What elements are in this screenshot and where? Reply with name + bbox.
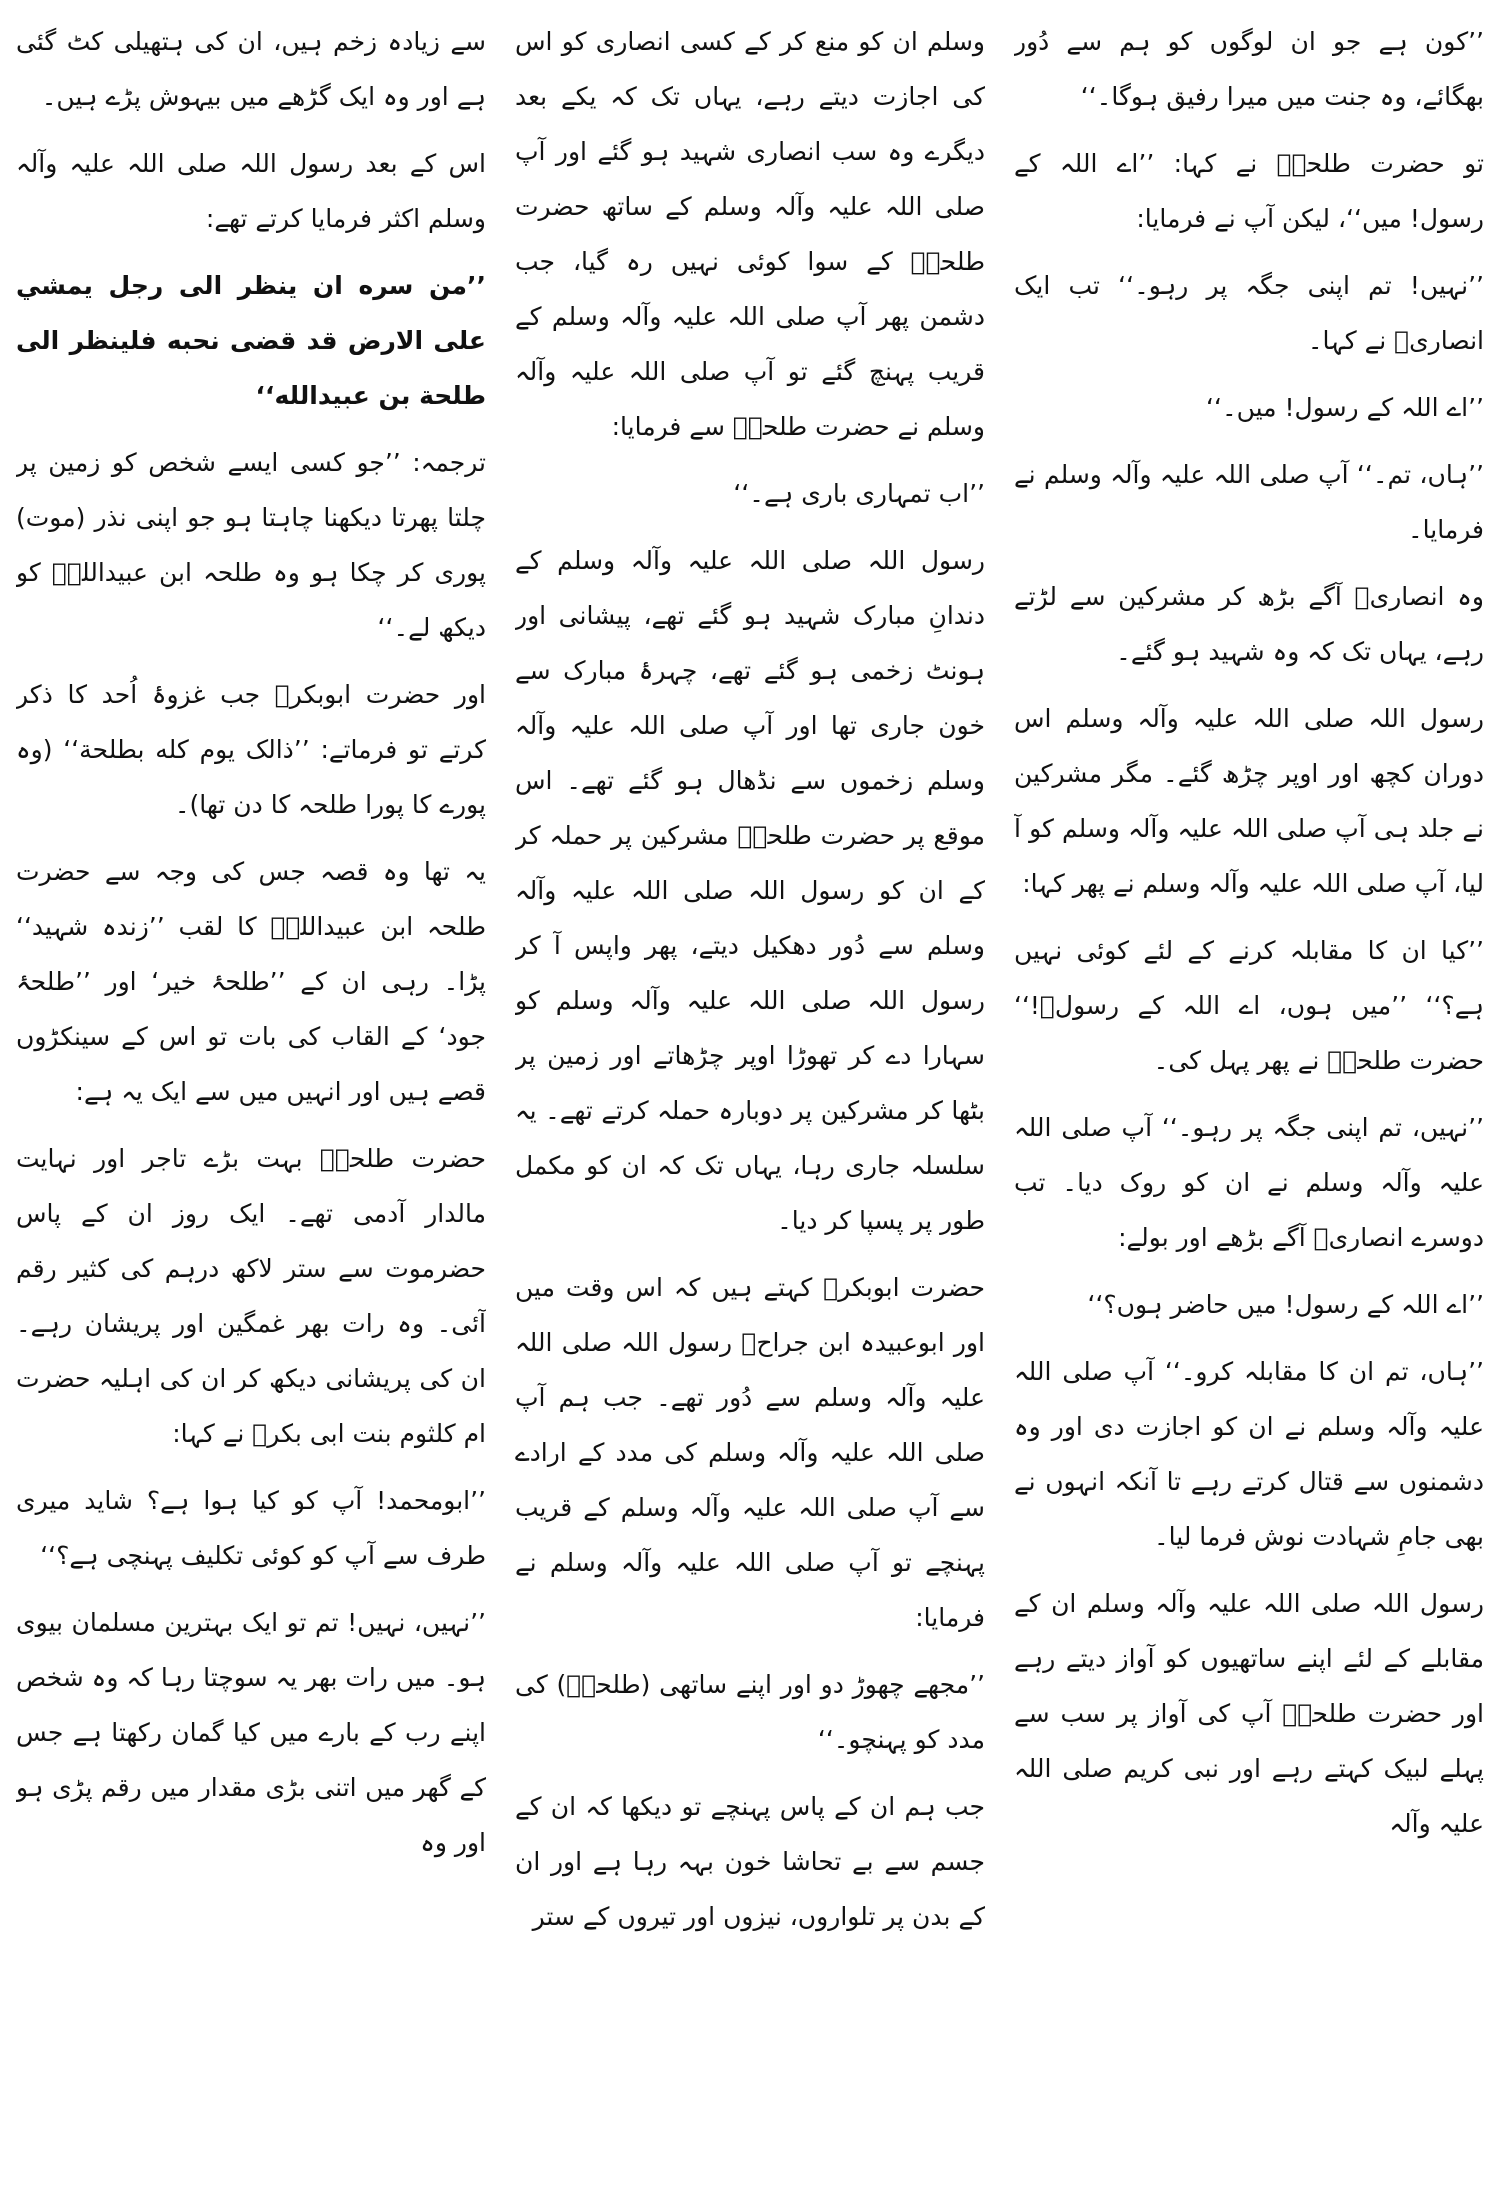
column-middle: [515, 14, 985, 2186]
paragraph: ’’کیا ان کا مقابلہ کرنے کے لئے کوئی نہیں ہے؟‘‘ ’’میں ہوں، اے اللہ کے رسولؐ!‘‘ حضرت طلحہؓ نے پھر پہل کی۔: [1014, 936, 1484, 1075]
paragraph: یہ تھا وہ قصہ جس کی وجہ سے حضرت طلحہ ابن عبیداللہؓ کا لقب ’’زندہ شہید‘‘ پڑا۔ رہی ان کے ’’طلحۂ خیر‘ اور ’’طلحۂ جود‘ کے القاب کی بات تو اس کے سینکڑوں قصے ہیں اور انہیں میں سے ایک یہ ہے:: [16, 857, 486, 1106]
paragraph: ’’کون ہے جو ان لوگوں کو ہم سے دُور بھگائے، وہ جنت میں میرا رفیق ہوگا۔‘‘: [1014, 27, 1484, 111]
paragraph: رسول اللہ صلی اللہ علیہ وآلہ وسلم اس دوران کچھ اور اوپر چڑھ گئے۔ مگر مشرکین نے جلد ہی آپ صلی اللہ علیہ وآلہ وسلم کو آ لیا، آپ صلی اللہ علیہ وآلہ وسلم نے پھر کہا:: [1014, 704, 1484, 898]
paragraph: اس کے بعد رسول اللہ صلی اللہ علیہ وآلہ وسلم اکثر فرمایا کرتے تھے:: [16, 149, 486, 233]
paragraph: رسول اللہ صلی اللہ علیہ وآلہ وسلم کے دندانِ مبارک شہید ہو گئے تھے، پیشانی اور ہونٹ زخمی ہو گئے تھے، چہرۂ مبارک سے خون جاری تھا اور آپ صلی اللہ علیہ وآلہ وسلم زخموں سے نڈھال ہو گئے تھے۔ اس موقع پر حضرت طلحہؓ مشرکین پر حملہ کر کے ان کو رسول اللہ صلی اللہ علیہ وآلہ وسلم سے دُور دھکیل دیتے، پھر واپس آ کر رسول اللہ صلی اللہ علیہ وآلہ وسلم کو سہارا دے کر تھوڑا اوپر چڑھاتے اور زمین پر بٹھا کر مشرکین پر دوبارہ حملہ کرتے تھے۔ یہ سلسلہ جاری رہا، یہاں تک کہ ان کو مکمل طور پر پسپا کر دیا۔: [515, 546, 985, 1235]
paragraph: تو حضرت طلحہؓ نے کہا: ’’اے اللہ کے رسول! میں‘‘، لیکن آپ نے فرمایا:: [1014, 149, 1484, 233]
paragraph: رسول اللہ صلی اللہ علیہ وآلہ وسلم ان کے مقابلے کے لئے اپنے ساتھیوں کو آواز دیتے رہے اور حضرت طلحہؓ آپ کی آواز پر سب سے پہلے لبیک کہتے رہے اور نبی کریم صلی اللہ علیہ وآلہ: [1014, 1589, 1484, 1838]
arabic-quote: ’’من سره ان ينظر الى رجل يمشي على الارض قد قضى نحبه فلينظر الى طلحة بن عبيدالله‘‘: [16, 271, 486, 410]
paragraph: ’’ہاں، تم۔‘‘ آپ صلی اللہ علیہ وآلہ وسلم نے فرمایا۔: [1014, 460, 1484, 544]
paragraph: ’’ابومحمد! آپ کو کیا ہوا ہے؟ شاید میری طرف سے آپ کو کوئی تکلیف پہنچی ہے؟‘‘: [16, 1486, 486, 1570]
paragraph: ’’اے اللہ کے رسول! میں۔‘‘: [1206, 393, 1484, 422]
paragraph: ’’نہیں، تم اپنی جگہ پر رہو۔‘‘ آپ صلی اللہ علیہ وآلہ وسلم نے ان کو روک دیا۔ تب دوسرے انصاریؓ آگے بڑھے اور بولے:: [1014, 1113, 1484, 1252]
paragraph: وہ انصاریؓ آگے بڑھ کر مشرکین سے لڑتے رہے، یہاں تک کہ وہ شہید ہو گئے۔: [1014, 582, 1484, 666]
paragraph: حضرت ابوبکرؓ کہتے ہیں کہ اس وقت میں اور ابوعبیدہ ابن جراحؓ رسول اللہ صلی اللہ علیہ وآلہ وسلم سے دُور تھے۔ جب ہم آپ صلی اللہ علیہ وآلہ وسلم کی مدد کے ارادے سے آپ صلی اللہ علیہ وآلہ وسلم کے قریب پہنچے تو آپ صلی اللہ علیہ وآلہ وسلم نے فرمایا:: [515, 1273, 985, 1632]
paragraph: ’’اے اللہ کے رسول! میں حاضر ہوں؟‘‘: [1087, 1290, 1484, 1319]
paragraph: ’’نہیں، نہیں! تم تو ایک بہترین مسلمان بیوی ہو۔ میں رات بھر یہ سوچتا رہا کہ وہ شخص اپنے رب کے بارے میں کیا گمان رکھتا ہے جس کے گھر میں اتنی بڑی مقدار میں رقم پڑی ہو اور وہ: [16, 1608, 486, 1857]
paragraph: ’’نہیں! تم اپنی جگہ پر رہو۔‘‘ تب ایک انصاریؓ نے کہا۔: [1014, 271, 1484, 355]
paragraph: ’’ہاں، تم ان کا مقابلہ کرو۔‘‘ آپ صلی اللہ علیہ وآلہ وسلم نے ان کو اجازت دی اور وہ دشمنوں سے قتال کرتے رہے تا آنکہ انہوں نے بھی جامِ شہادت نوش فرما لیا۔: [1014, 1357, 1484, 1551]
paragraph: حضرت طلحہؓ بہت بڑے تاجر اور نہایت مالدار آدمی تھے۔ ایک روز ان کے پاس حضرموت سے ستر لاکھ درہم کی کثیر رقم آئی۔ وہ رات بھر غمگین اور پریشان رہے۔ ان کی پریشانی دیکھ کر ان کی اہلیہ حضرت ام کلثوم بنت ابی بکرؓ نے کہا:: [16, 1144, 486, 1448]
page: [16, 14, 1484, 2186]
column-left: [16, 14, 486, 2186]
paragraph: ترجمہ: ’’جو کسی ایسے شخص کو زمین پر چلتا پھرتا دیکھنا چاہتا ہو جو اپنی نذر (موت) پوری کر چکا ہو وہ طلحہ ابن عبیداللہؓ کو دیکھ لے۔‘‘: [16, 448, 486, 642]
paragraph: ’’مجھے چھوڑ دو اور اپنے ساتھی (طلحہؓ) کی مدد کو پہنچو۔‘‘: [515, 1670, 985, 1754]
paragraph: سے زیادہ زخم ہیں، ان کی ہتھیلی کٹ گئی ہے اور وہ ایک گڑھے میں بیہوش پڑے ہیں۔: [16, 27, 486, 111]
paragraph: جب ہم ان کے پاس پہنچے تو دیکھا کہ ان کے جسم سے بے تحاشا خون بہہ رہا ہے اور ان کے بدن پر تلواروں، نیزوں اور تیروں کے ستر: [515, 1792, 985, 1931]
paragraph: ’’اب تمہاری باری ہے۔‘‘: [733, 479, 985, 508]
column-right: [1014, 14, 1484, 2186]
paragraph: وسلم ان کو منع کر کے کسی انصاری کو اس کی اجازت دیتے رہے، یہاں تک کہ یکے بعد دیگرے وہ سب انصاری شہید ہو گئے اور آپ صلی اللہ علیہ وآلہ وسلم کے ساتھ حضرت طلحہؓ کے سوا کوئی نہیں رہ گیا، جب دشمن پھر آپ صلی اللہ علیہ وآلہ وسلم کے قریب پہنچ گئے تو آپ صلی اللہ علیہ وآلہ وسلم نے حضرت طلحہؓ سے فرمایا:: [515, 27, 985, 441]
paragraph: اور حضرت ابوبکرؓ جب غزوۂ اُحد کا ذکر کرتے تو فرماتے: ’’ذالک یوم کله بطلحة‘‘ (وہ پورے کا پورا طلحہ کا دن تھا)۔: [16, 680, 486, 819]
